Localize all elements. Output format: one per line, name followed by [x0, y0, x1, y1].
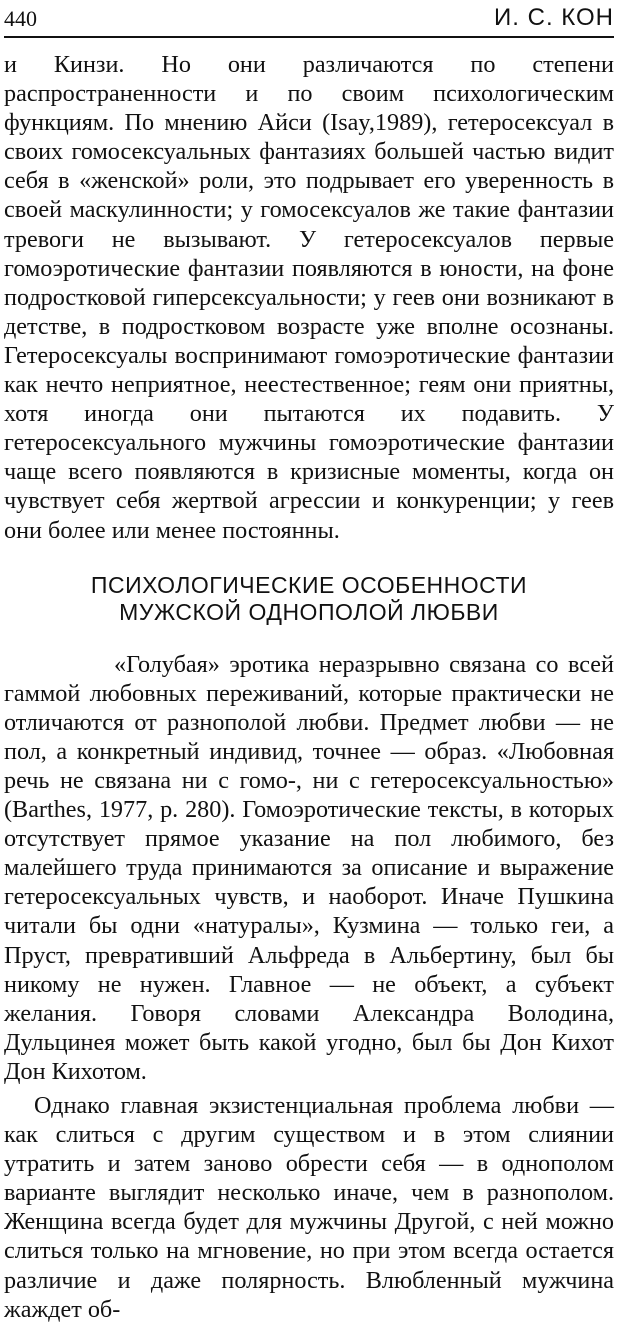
- paragraph-3: Однако главная экзистенциальная проблема любви — как слиться с другим существом и в этом слиянии утратить и затем заново обрести себя — в однополом варианте выглядит несколько иначе, чем в разнополом. Женщина всегда будет для мужчины Другой, с ней можно слиться только на мгновение, но при этом всегда остается различие и даже полярность. Влюбленный мужчина жаждет об-: [4, 1092, 614, 1323]
- section-heading-line-2: МУЖСКОЙ ОДНОПОЛОЙ ЛЮБВИ: [119, 598, 499, 625]
- page-number: 440: [4, 6, 37, 31]
- section-heading: [4, 572, 614, 626]
- paragraph-1: и Кинзи. Но они различаются по степени распространенности и по своим психологическим функциям. По мнению Айси (Isay,1989), гетеросексуал в своих гомосексуальных фантазиях большей частью видит себя в «женской» роли, это подрывает его уверенность в своей маскулинности; у гомосексуалов же такие фантазии тревоги не вызывают. У гетеросексуалов первые гомоэротические фантазии появляются в юности, на фоне подростковой гиперсексуальности; у геев они возникают в детстве, в подростковом возрасте уже вполне осознаны. Гетеросексуалы воспринимают гомоэротические фантазии как нечто неприятное, неестественное; геям они приятны, хотя иногда они пытаются их подавить. У гетеросексуального мужчины гомоэротические фантазии чаще всего появляются в кризисные моменты, когда он чувствует себя жертвой агрессии и конкуренции; у геев они более или менее постоянны.: [4, 51, 614, 544]
- paragraph-2: «Голубая» эротика неразрывно связана со всей гаммой любовных переживаний, которые практически не отличаются от разнополой любви. Предмет любви — не пол, а конкретный индивид, точнее — образ. «Любовная речь не связана ни с гомо-, ни с гетеросексуальностью» (Barthes, 1977, p. 280). Гомоэротические тексты, в которых отсутствует прямое указание на пол любимого, без малейшего труда принимаются за описание и выражение гетеросексуальных чувств, и наоборот. Иначе Пушкина читали бы одни «натуралы», Кузмина — только геи, а Пруст, превративший Альфреда в Альбертину, был бы никому не нужен. Главное — не объект, а субъект желания. Говоря словами Александра Володина, Дульцинея может быть какой угодно, был бы Дон Кихот Дон Кихотом.: [4, 650, 614, 1085]
- section-heading-line-1: ПСИХОЛОГИЧЕСКИЕ ОСОБЕННОСТИ: [90, 571, 528, 598]
- running-header: [4, 0, 614, 38]
- running-author: И. С. КОН: [494, 4, 614, 31]
